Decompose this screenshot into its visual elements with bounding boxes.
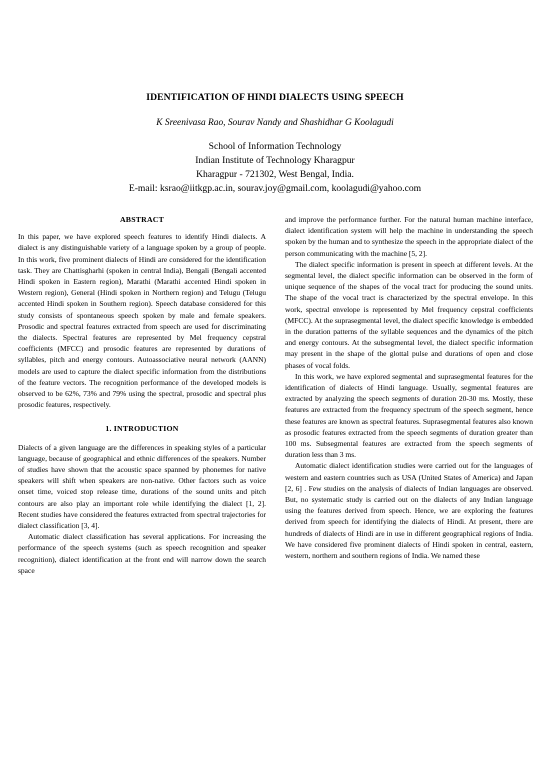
intro-paragraph-2: Automatic dialect classification has several applications. For increasing the performance of the speech systems (such as speech recognition and speaker recognition), dialect identification at the front end will narrow down the search space: [18, 532, 266, 575]
abstract-heading: ABSTRACT: [119, 215, 165, 224]
affiliation-email: E-mail: ksrao@iitkgp.ac.in, sourav.joy@gmail.com, koolagudi@yahoo.com: [128, 183, 422, 194]
affiliation-block: [40, 140, 510, 196]
affiliation-school: School of Information Technology: [208, 141, 342, 152]
paper-title: IDENTIFICATION OF HINDI DIALECTS USING SPEECH: [146, 92, 404, 103]
paper-authors: K Sreenivasa Rao, Sourav Nandy and Shashidhar G Koolagudi: [156, 118, 394, 128]
right-paragraph-2: The dialect specific information is present in speech at different levels. At the segmental level, the dialect specific information can be observed in the form of unique sequence of the shapes of the vocal tract for producing the sound units. The shape of the vocal tract is characterized by the spectral envelope. In this work, spectral envelope is represented by Mel frequency cepstral coefficients (MFCC). At the suprasegmental level, the dialect specific knowledge is embedded in the duration patterns of the syllable sequences and the dynamics of the pitch and energy contours. At the subsegmental level, the dialect specific information may present in the shape of the glottal pulse and durations of open and close phases of vocal folds.: [285, 259, 533, 370]
left-column: [18, 214, 266, 576]
intro-paragraph-1: Dialects of a given language are the differences in speaking styles of a particular language, because of geographical and ethnic differences of the speakers. Number of studies have shown that the acoustic space spanned by phonemes for native speakers will shift when speakers are non-native. Other factors such as voice onset time, voiced stop release time, durations of the sound units and pitch contours are also play an important role while identifying the dialect [1, 2]. Recent studies have considered the features extracted from spectral trajectories for dialect classification [3, 4].: [18, 442, 266, 531]
right-paragraph-4: Automatic dialect identification studies were carried out for the languages of western and eastern countries such as USA (United States of America) and Japan [2, 6] . Few studies on the analysis of dialects of Indian languages are observed. But, no systematic study is carried out on the dialects of any Indian language using the features derived from speech. Hence, we are exploring the features derived from speech for identifying the dialects of Hindi. At present, there are hundreds of dialects of Hindi are in use in different geographical regions of India. We have considered five prominent dialects of Hindi spoken in central, eastern, western, northern and southern regions of India. We named these: [285, 461, 533, 561]
paper-header: [40, 92, 510, 196]
affiliation-address: Kharagpur - 721302, West Bengal, India.: [196, 169, 354, 180]
right-column: [285, 214, 533, 561]
introduction-heading: 1. INTRODUCTION: [105, 424, 179, 434]
affiliation-institute: Indian Institute of Technology Kharagpur: [195, 155, 355, 166]
abstract-text: In this paper, we have explored speech features to identify Hindi dialects. A dialect is any distinguishable variety of a language spoken by a group of people. In this work, five prominent dialects of Hindi are considered for the identification task. They are Chattisgharhi (spoken in central India), Bengali (Bengali accented Hindi spoken in Eastern region), Marathi (Marathi accented Hindi spoken in Western region), General (Hindi spoken in Northern region) and Telugu (Telugu accented Hindi spoken in Southern region). Speech database considered for this study consists of spontaneous speech spoken by male and female speakers. Prosodic and spectral features extracted from speech are used for discriminating the dialects. Spectral features are represented by Mel frequency cepstral coefficients (MFCC) and prosodic features are represented by durations of syllables, pitch and energy contours. Autoassociative neural network (AANN) models are used to capture the dialect specific information from the distributions of the feature vectors. The recognition performance of the developed models is observed to be 62%, 73% and 79% using the spectral, prosodic and spectral plus prosodic features, respectively.: [18, 232, 266, 410]
right-paragraph-1: and improve the performance further. For the natural human machine interface, dialect identification system will help the machine in understanding the speech spoken by the human and to synthesize the speech in the appropriate dialect of the person communicating with the machine [5, 2].: [285, 215, 533, 258]
right-paragraph-3: In this work, we have explored segmental and suprasegmental features for the identification of dialects of Hindi language. Usually, segmental features are extracted by analyzing the speech segments of duration 20-30 ms. Mostly, these features are extracted from the frequency spectrum of the speech segment, hence these features are known as spectral features. Suprasegmental features also known as prosodic features extracted from the speech segments of duration greater than 100 ms. Subsegmental features are extracted from the speech segments of duration less than 3 ms.: [285, 371, 533, 460]
